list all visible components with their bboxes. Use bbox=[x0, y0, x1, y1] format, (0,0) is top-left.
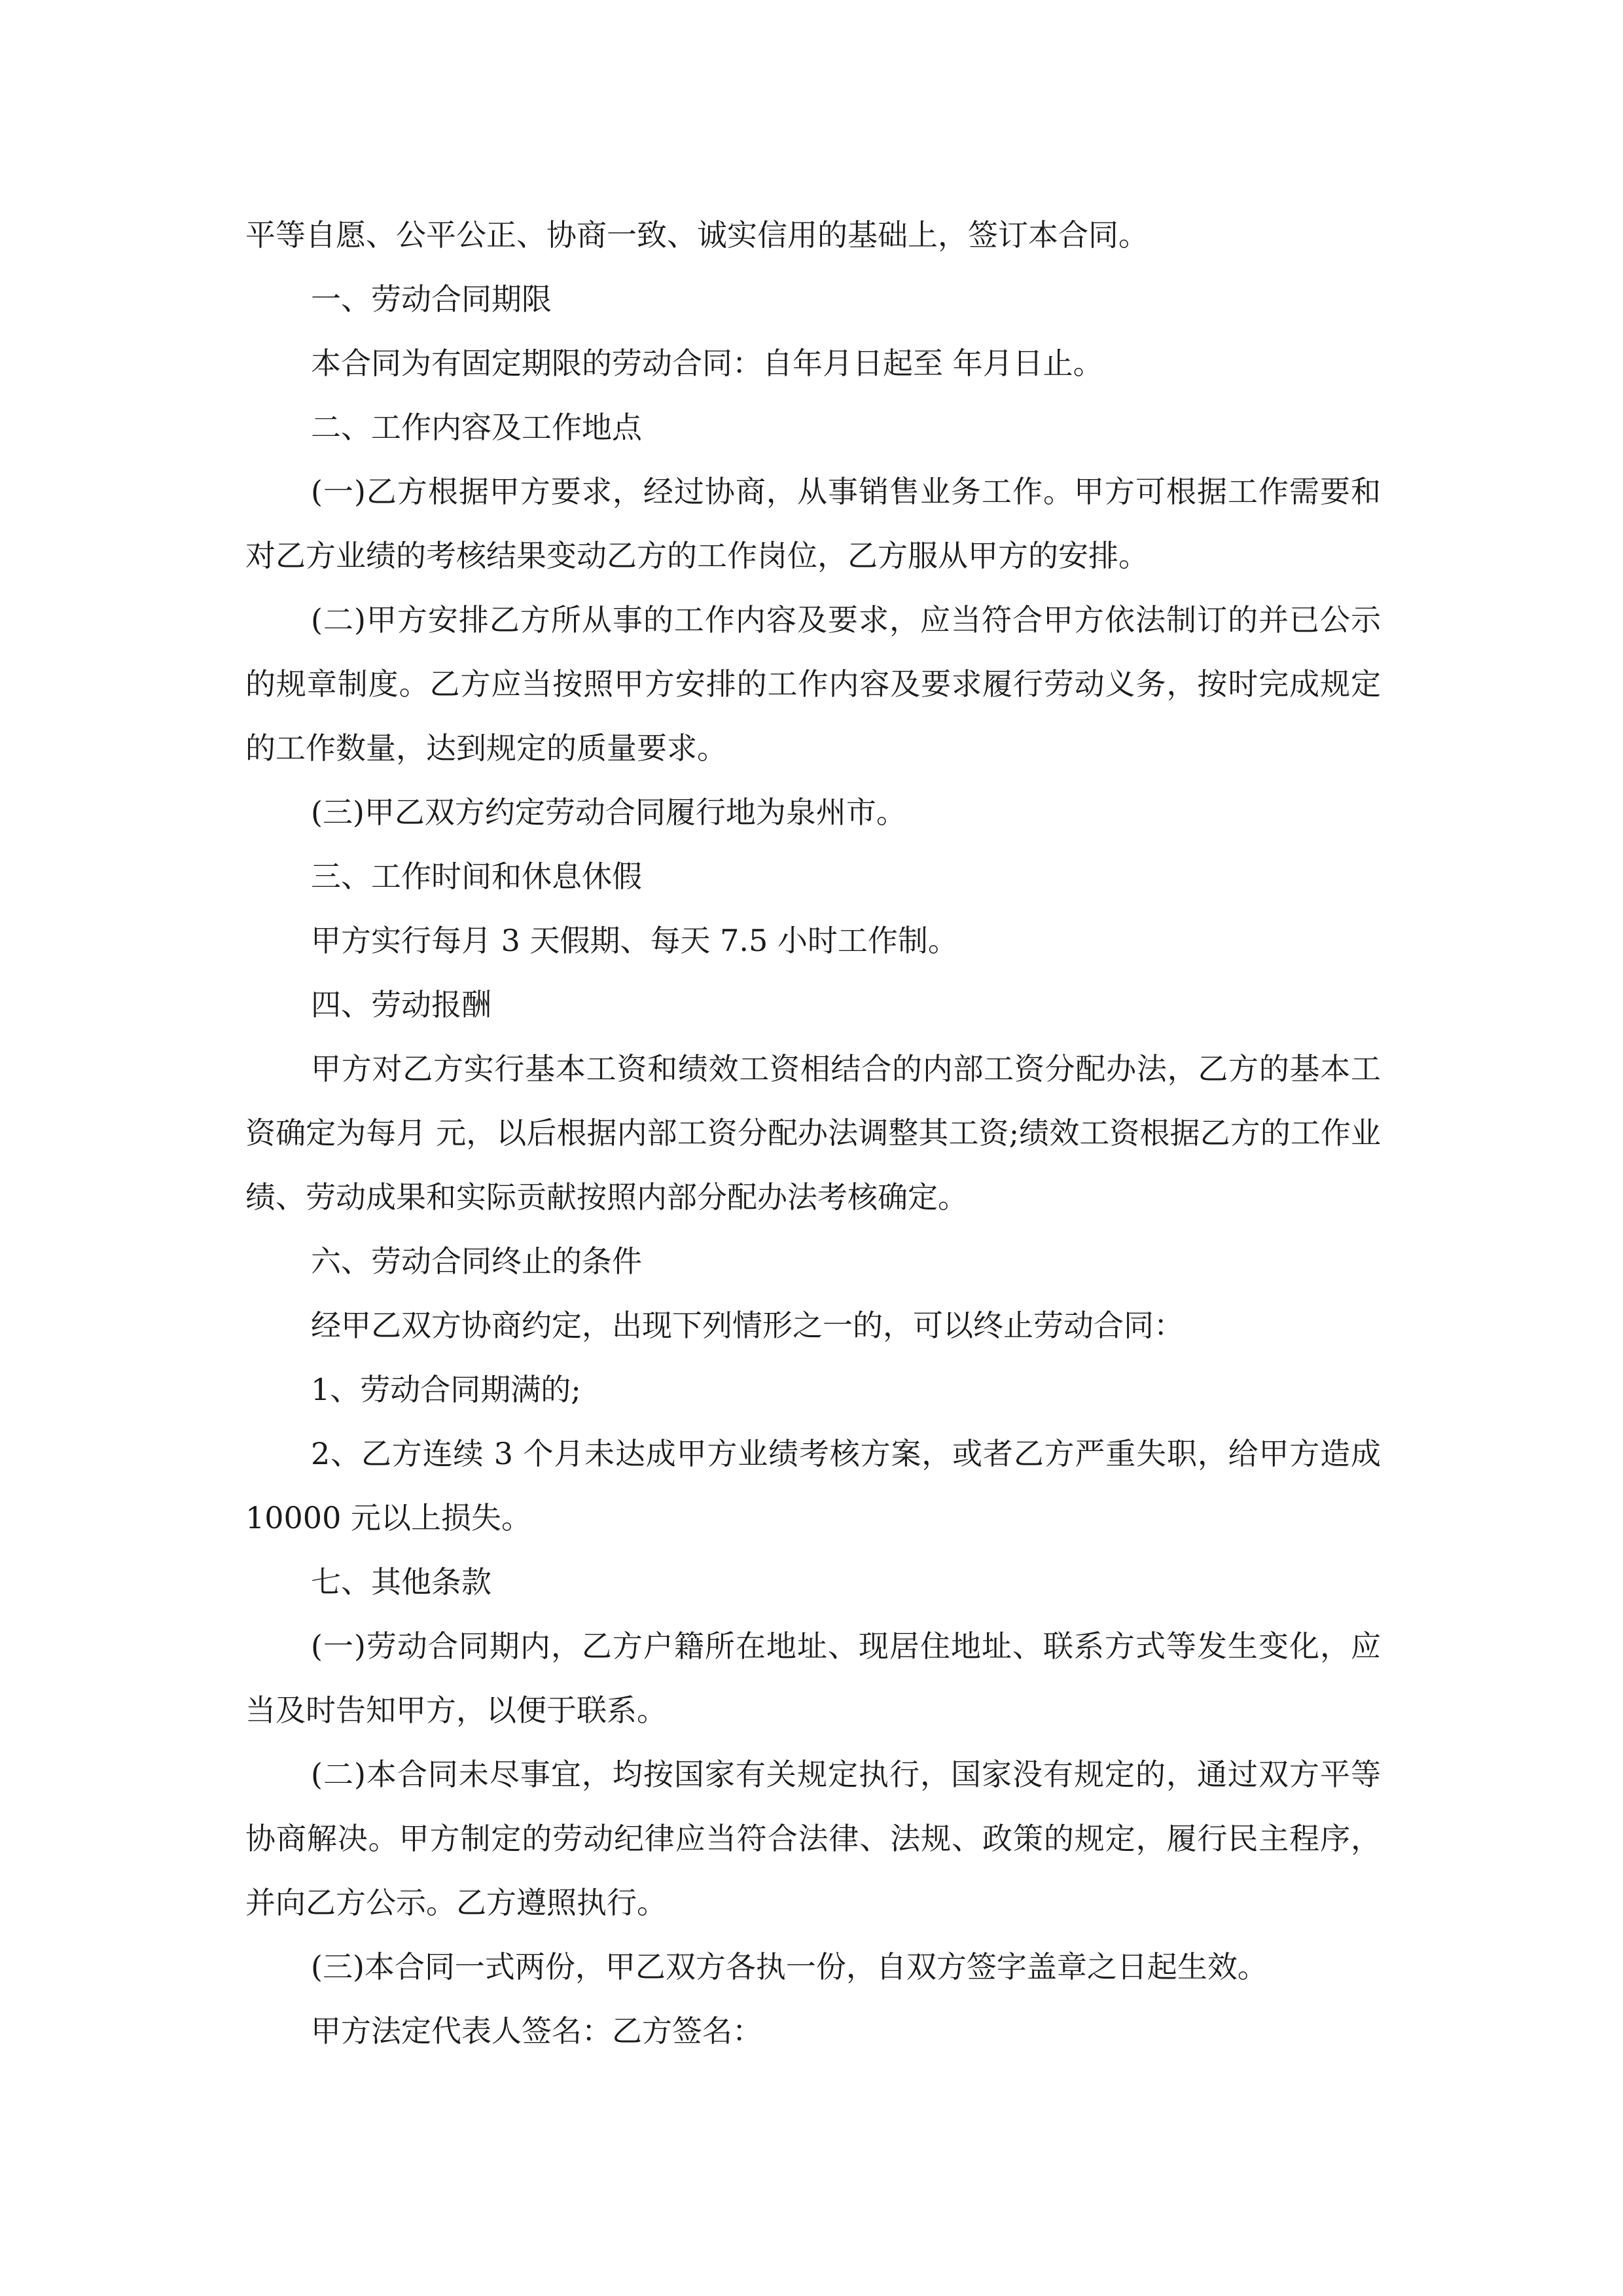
list-item-termination-1: 1、劳动合同期满的; bbox=[311, 1372, 581, 1407]
section-heading-termination: 六、劳动合同终止的条件 bbox=[311, 1244, 642, 1279]
paragraph-work-content-3: (三)甲乙双方约定劳动合同履行地为泉州市。 bbox=[311, 795, 906, 830]
signature-line: 甲方法定代表人签名：乙方签名： bbox=[311, 2013, 762, 2049]
section-heading-contract-term: 一、劳动合同期限 bbox=[311, 281, 552, 317]
section-heading-work-content: 二、工作内容及工作地点 bbox=[311, 410, 642, 445]
document-body bbox=[245, 203, 1381, 2063]
paragraph-other-terms-1: (一)劳动合同期内，乙方户籍所在地址、现居住地址、联系方式等发生变化，应当及时告知甲方，以便于联系。 bbox=[245, 1628, 1381, 1728]
paragraph-work-hours: 甲方实行每月 3 天假期、每天 7.5 小时工作制。 bbox=[311, 923, 958, 958]
section-heading-work-hours: 三、工作时间和休息休假 bbox=[311, 859, 642, 894]
paragraph-other-terms-3: (三)本合同一式两份，甲乙双方各执一份，自双方签字盖章之日起生效。 bbox=[311, 1949, 1268, 1984]
paragraph-termination-intro: 经甲乙双方协商约定，出现下列情形之一的，可以终止劳动合同： bbox=[311, 1308, 1184, 1343]
list-item-termination-2: 2、乙方连续 3 个月未达成甲方业绩考核方案，或者乙方严重失职，给甲方造成 10000 元以上损失。 bbox=[245, 1436, 1381, 1535]
paragraph-intro-continuation: 平等自愿、公平公正、协商一致、诚实信用的基础上，签订本合同。 bbox=[245, 217, 1149, 253]
paragraph-remuneration: 甲方对乙方实行基本工资和绩效工资相结合的内部工资分配办法，乙方的基本工资确定为每月 元，以后根据内部工资分配办法调整其工资;绩效工资根据乙方的工作业绩、劳动成果和实际贡献按照内部分配办法考核确定。 bbox=[245, 1051, 1381, 1215]
paragraph-contract-term: 本合同为有固定期限的劳动合同：自年月日起至 年月日止。 bbox=[311, 346, 1103, 381]
paragraph-other-terms-2: (二)本合同未尽事宜，均按国家有关规定执行，国家没有规定的，通过双方平等协商解决。甲方制定的劳动纪律应当符合法律、法规、政策的规定，履行民主程序，并向乙方公示。乙方遵照执行。 bbox=[245, 1757, 1381, 1920]
section-heading-remuneration: 四、劳动报酬 bbox=[311, 987, 491, 1022]
paragraph-work-content-2: (二)甲方安排乙方所从事的工作内容及要求，应当符合甲方依法制订的并已公示的规章制度。乙方应当按照甲方安排的工作内容及要求履行劳动义务，按时完成规定的工作数量，达到规定的质量要求。 bbox=[245, 602, 1381, 766]
section-heading-other-terms: 七、其他条款 bbox=[311, 1564, 491, 1600]
paragraph-work-content-1: (一)乙方根据甲方要求，经过协商，从事销售业务工作。甲方可根据工作需要和对乙方业绩的考核结果变动乙方的工作岗位，乙方服从甲方的安排。 bbox=[245, 474, 1381, 573]
